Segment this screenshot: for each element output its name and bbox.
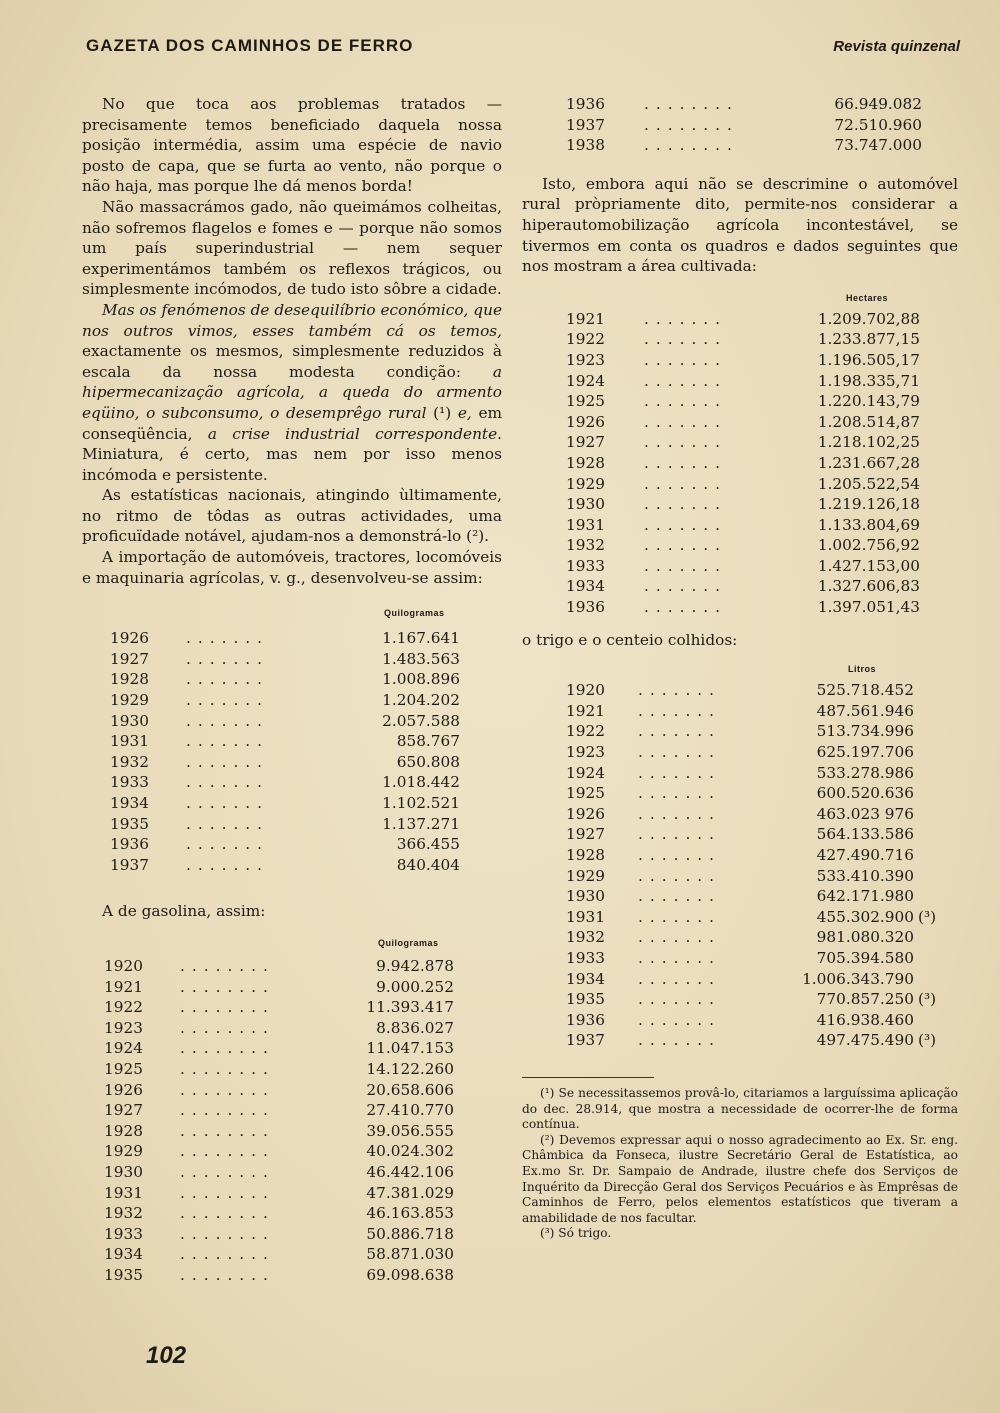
table-gasoline-imports-continued <box>522 94 958 156</box>
table-row <box>522 432 958 453</box>
year-cell: 1935 <box>104 1265 143 1284</box>
table-row <box>82 772 502 793</box>
page-number: 102 <box>146 1342 187 1369</box>
leader-dots: ....... <box>644 598 728 617</box>
leader-dots: ....... <box>638 743 722 762</box>
table-row <box>82 1265 502 1286</box>
leader-dots: ....... <box>638 948 722 967</box>
paragraph: o trigo e o centeio colhidos: <box>522 630 738 649</box>
value-cell: 1.218.102,25 <box>817 433 920 452</box>
value-cell: 27.410.770 <box>366 1101 454 1120</box>
leader-dots: ....... <box>186 752 270 771</box>
year-cell: 1921 <box>566 309 605 328</box>
left-column <box>82 94 502 1285</box>
leader-dots: ........ <box>180 1183 275 1202</box>
footnote-ref: (³) <box>918 990 937 1009</box>
year-cell: 1925 <box>104 1059 143 1078</box>
table-row <box>522 453 958 474</box>
table-row <box>82 956 502 977</box>
paragraph <box>82 300 502 485</box>
year-cell: 1922 <box>104 998 143 1017</box>
table-harvest <box>522 664 958 1051</box>
leader-dots: ....... <box>186 629 270 648</box>
value-cell: 366.455 <box>396 835 460 854</box>
leader-dots: ....... <box>644 577 728 596</box>
year-cell: 1928 <box>104 1121 143 1140</box>
leader-dots: ....... <box>644 371 728 390</box>
leader-dots: ....... <box>186 835 270 854</box>
table-row <box>82 1038 502 1059</box>
value-cell: 770.857.250 <box>816 990 914 1009</box>
year-cell: 1933 <box>110 773 149 792</box>
year-cell: 1937 <box>110 855 149 874</box>
year-cell: 1932 <box>566 536 605 555</box>
table-row <box>522 94 958 115</box>
text: exactamente os mesmos, simplesmente reduzidos à escala da nossa modesta condição: <box>82 342 502 381</box>
table-row <box>522 391 958 412</box>
table-unit-label: Litros <box>848 664 877 675</box>
table-row <box>522 989 958 1010</box>
table-unit-label: Quilogramas <box>384 608 445 619</box>
table-row <box>522 597 958 618</box>
year-cell: 1935 <box>566 990 605 1009</box>
value-cell: 1.008.896 <box>382 670 460 689</box>
value-cell: 1.427.153,00 <box>817 556 920 575</box>
value-cell: 47.381.029 <box>366 1183 454 1202</box>
table-row <box>82 690 502 711</box>
year-cell: 1933 <box>566 556 605 575</box>
table-row <box>522 907 958 928</box>
footnote-ref: (³) <box>918 907 937 926</box>
leader-dots: ........ <box>180 1121 275 1140</box>
footnote-ref: (¹) <box>426 403 458 422</box>
footnote: (³) Só trigo. <box>540 1226 612 1241</box>
value-cell: 8.836.027 <box>376 1018 454 1037</box>
leader-dots: ....... <box>638 784 722 803</box>
value-cell: 858.767 <box>396 732 460 751</box>
year-cell: 1926 <box>566 804 605 823</box>
value-cell: 46.163.853 <box>366 1204 454 1223</box>
paragraph: No que toca aos problemas tratados — precisamente temos beneficiado daquela nossa posição intermédia, assim uma espécie de navio posto de capa, que se furta ao vento, não porque o não haja, mas porque lhe dá menos borda! <box>82 95 502 196</box>
leader-dots: ....... <box>638 825 722 844</box>
table-row <box>522 783 958 804</box>
value-cell: 533.278.986 <box>816 763 914 782</box>
leader-dots: ....... <box>638 804 722 823</box>
year-cell: 1930 <box>110 711 149 730</box>
table-machinery-imports <box>82 608 502 875</box>
leader-dots: ........ <box>180 1080 275 1099</box>
value-cell: 487.561.946 <box>816 701 914 720</box>
leader-dots: ....... <box>644 536 728 555</box>
leader-dots: ........ <box>180 1224 275 1243</box>
leader-dots: ........ <box>180 977 275 996</box>
value-cell: 564.133.586 <box>816 825 914 844</box>
leader-dots: ....... <box>638 722 722 741</box>
year-cell: 1922 <box>566 330 605 349</box>
year-cell: 1931 <box>566 515 605 534</box>
value-cell: 40.024.302 <box>366 1142 454 1161</box>
year-cell: 1925 <box>566 784 605 803</box>
leader-dots: ....... <box>644 412 728 431</box>
table-row <box>82 1121 502 1142</box>
table-row <box>82 669 502 690</box>
year-cell: 1924 <box>566 763 605 782</box>
table-row <box>82 997 502 1018</box>
table-row <box>522 866 958 887</box>
year-cell: 1924 <box>104 1039 143 1058</box>
leader-dots: ....... <box>644 556 728 575</box>
value-cell: 625.197.706 <box>816 743 914 762</box>
table-row <box>522 329 958 350</box>
value-cell: 11.393.417 <box>366 998 454 1017</box>
leader-dots: ....... <box>644 474 728 493</box>
table-row <box>82 711 502 732</box>
value-cell: 1.018.442 <box>382 773 460 792</box>
value-cell: 1.133.804,69 <box>817 515 920 534</box>
value-cell: 650.808 <box>396 752 460 771</box>
value-cell: 497.475.490 <box>816 1031 914 1050</box>
year-cell: 1924 <box>566 371 605 390</box>
leader-dots: ........ <box>180 1018 275 1037</box>
table-row <box>82 752 502 773</box>
value-cell: 525.718.452 <box>816 681 914 700</box>
leader-dots: ........ <box>180 998 275 1017</box>
paragraph: Não massacrámos gado, não queimámos colheitas, não sofremos flagelos e fomes e — porque não somos um país superindustrial — nem sequer experimentámos também os reflexos trágicos, ou simplesmente incómodos, de tudo isto sôbre a cidade. <box>82 197 502 299</box>
table-row <box>522 515 958 536</box>
table-row <box>522 576 958 597</box>
value-cell: 1.208.514,87 <box>817 412 920 431</box>
year-cell: 1920 <box>104 956 143 975</box>
table-row <box>522 535 958 556</box>
value-cell: 1.209.702,88 <box>817 309 920 328</box>
value-cell: 1.137.271 <box>382 814 460 833</box>
year-cell: 1925 <box>566 392 605 411</box>
table-row <box>522 824 958 845</box>
paragraph: A de gasolina, assim: <box>102 902 266 921</box>
running-header-subtitle: Revista quinzenal <box>833 38 960 55</box>
year-cell: 1936 <box>566 95 605 113</box>
year-cell: 1929 <box>566 474 605 493</box>
year-cell: 1932 <box>566 928 605 947</box>
leader-dots: ....... <box>638 1031 722 1050</box>
table-row <box>522 845 958 866</box>
year-cell: 1926 <box>566 412 605 431</box>
value-cell: 69.098.638 <box>366 1265 454 1284</box>
year-cell: 1931 <box>566 907 605 926</box>
table-row <box>82 628 502 649</box>
leader-dots: ....... <box>644 350 728 369</box>
table-row <box>82 649 502 670</box>
right-column <box>522 94 958 1242</box>
leader-dots: ........ <box>644 95 739 113</box>
table-gasoline-imports <box>82 938 502 1286</box>
leader-dots: ....... <box>186 732 270 751</box>
year-cell: 1929 <box>110 691 149 710</box>
table-row <box>82 1162 502 1183</box>
table-row <box>82 1059 502 1080</box>
italic-text: e, <box>457 403 472 422</box>
year-cell: 1926 <box>104 1080 143 1099</box>
leader-dots: ....... <box>638 1010 722 1029</box>
running-header-title: GAZETA DOS CAMINHOS DE FERRO <box>86 36 414 55</box>
table-row <box>82 1141 502 1162</box>
leader-dots: ........ <box>180 956 275 975</box>
value-cell: 463.023 976 <box>816 804 914 823</box>
value-cell: 72.510.960 <box>834 115 922 134</box>
leader-dots: ........ <box>180 1059 275 1078</box>
value-cell: 416.938.460 <box>816 1010 914 1029</box>
table-row <box>522 680 958 701</box>
leader-dots: ........ <box>180 1204 275 1223</box>
year-cell: 1928 <box>566 453 605 472</box>
leader-dots: ....... <box>644 433 728 452</box>
table-row <box>522 948 958 969</box>
value-cell: 1.102.521 <box>382 794 460 812</box>
leader-dots: ....... <box>638 969 722 988</box>
year-cell: 1933 <box>104 1224 143 1243</box>
year-cell: 1923 <box>104 1018 143 1037</box>
paragraph: A importação de automóveis, tractores, locomóveis e maquinaria agrícolas, v. g., desenvolveu-se assim: <box>82 548 502 587</box>
table-row <box>522 886 958 907</box>
table-row <box>522 474 958 495</box>
table-row <box>82 814 502 835</box>
leader-dots: ........ <box>180 1162 275 1181</box>
leader-dots: ........ <box>180 1101 275 1120</box>
table-row <box>522 556 958 577</box>
value-cell: 1.483.563 <box>382 649 460 668</box>
value-cell: 705.394.580 <box>816 948 914 967</box>
year-cell: 1927 <box>110 649 149 668</box>
table-row <box>522 135 958 156</box>
value-cell: 600.520.636 <box>816 784 914 803</box>
value-cell: 9.942.878 <box>376 956 454 975</box>
year-cell: 1930 <box>566 495 605 514</box>
footnote-divider <box>522 1077 654 1078</box>
footnote: (¹) Se necessitassemos provâ-lo, citariamos a larguíssima aplicação do dec. 28.914, que mostra a necessidade de ocorrer-lhe de forma contínua. <box>522 1085 958 1132</box>
leader-dots: ........ <box>644 136 739 155</box>
year-cell: 1923 <box>566 350 605 369</box>
year-cell: 1927 <box>566 825 605 844</box>
italic-text: a hipermecanização agrícola, a queda do armento eqüino, o subconsumo, o desemprêgo rural <box>82 362 502 422</box>
year-cell: 1937 <box>566 115 605 134</box>
table-row <box>82 1080 502 1101</box>
value-cell: 66.949.082 <box>834 95 922 113</box>
leader-dots: ....... <box>186 773 270 792</box>
text: Miniatura, é certo, mas nem por isso menos incómoda e persistente. <box>82 445 502 484</box>
year-cell: 1936 <box>566 598 605 617</box>
year-cell: 1921 <box>104 977 143 996</box>
leader-dots: ....... <box>186 855 270 874</box>
value-cell: 513.734.996 <box>816 722 914 741</box>
leader-dots: ....... <box>644 495 728 514</box>
table-row <box>522 721 958 742</box>
value-cell: 2.057.588 <box>382 711 460 730</box>
leader-dots: ....... <box>638 887 722 906</box>
footnote: (²) Devemos expressar aqui o nosso agradecimento ao Ex. Sr. eng. Châmbica da Fonseca, ilustre Secretário Geral de Estatística, ao Ex.mo Sr. Dr. Sampaio de Andrade, ilustre chefe dos Serviços de Inquérito da Direcção Geral dos Serviços Pecuários e às Emprêsas de Caminhos de Ferro, pelos elementos estatísticos que tiveram a amabilidade de nos facultar. <box>522 1132 958 1225</box>
table-row <box>522 1030 958 1051</box>
value-cell: 1.167.641 <box>382 629 460 648</box>
year-cell: 1931 <box>104 1183 143 1202</box>
year-cell: 1937 <box>566 1031 605 1050</box>
year-cell: 1926 <box>110 629 149 648</box>
year-cell: 1927 <box>566 433 605 452</box>
year-cell: 1933 <box>566 948 605 967</box>
year-cell: 1935 <box>110 814 149 833</box>
paragraph: As estatísticas nacionais, atingindo ùltimamente, no ritmo de tôdas as outras actividades, uma proficuïdade notável, ajudam-nos a demonstrá-lo (²). <box>82 486 502 546</box>
year-cell: 1930 <box>104 1162 143 1181</box>
table-row <box>522 701 958 722</box>
value-cell: 46.442.106 <box>366 1162 454 1181</box>
leader-dots: ........ <box>180 1245 275 1264</box>
value-cell: 642.171.980 <box>816 887 914 906</box>
year-cell: 1928 <box>566 846 605 864</box>
leader-dots: ........ <box>644 115 739 134</box>
value-cell: 1.205.522,54 <box>817 474 920 493</box>
value-cell: 427.490.716 <box>816 846 914 864</box>
leader-dots: ....... <box>638 763 722 782</box>
value-cell: 1.231.667,28 <box>817 453 920 472</box>
leader-dots: ....... <box>186 814 270 833</box>
table-row <box>82 1100 502 1121</box>
table-row <box>522 115 958 136</box>
paragraph: Isto, embora aqui não se descrimine o automóvel rural pròpriamente dito, permite-nos considerar a hiperautomobilização agrícola incontestável, se tivermos em conta os quadros e dados seguintes que nos mostram a área cultivada: <box>522 174 958 276</box>
year-cell: 1936 <box>110 835 149 854</box>
leader-dots: ....... <box>638 701 722 720</box>
year-cell: 1929 <box>104 1142 143 1161</box>
value-cell: 981.080.320 <box>816 928 914 947</box>
table-unit-label: Quilogramas <box>378 937 439 948</box>
value-cell: 1.006.343.790 <box>802 969 914 988</box>
value-cell: 1.397.051,43 <box>817 598 920 617</box>
leader-dots: ....... <box>644 330 728 349</box>
table-row <box>82 1244 502 1265</box>
leader-dots: ....... <box>186 649 270 668</box>
table-row <box>82 1183 502 1204</box>
leader-dots: ........ <box>180 1142 275 1161</box>
table-row <box>522 309 958 330</box>
table-cultivated-area <box>522 293 958 618</box>
year-cell: 1934 <box>566 969 605 988</box>
year-cell: 1930 <box>566 887 605 906</box>
leader-dots: ....... <box>638 990 722 1009</box>
value-cell: 1.002.756,92 <box>817 536 920 555</box>
table-row <box>82 793 502 814</box>
italic-text: a crise industrial correspondente. <box>207 424 502 443</box>
table-row <box>82 834 502 855</box>
leader-dots: ....... <box>644 453 728 472</box>
table-unit-label: Hectares <box>846 292 889 303</box>
value-cell: 1.220.143,79 <box>817 392 920 411</box>
leader-dots: ....... <box>638 928 722 947</box>
table-row <box>522 412 958 433</box>
table-row <box>522 763 958 784</box>
value-cell: 20.658.606 <box>366 1080 454 1099</box>
year-cell: 1932 <box>104 1204 143 1223</box>
year-cell: 1928 <box>110 670 149 689</box>
table-row <box>82 1018 502 1039</box>
leader-dots: ....... <box>644 309 728 328</box>
leader-dots: ....... <box>186 711 270 730</box>
year-cell: 1923 <box>566 743 605 762</box>
leader-dots: ....... <box>644 392 728 411</box>
table-row <box>522 927 958 948</box>
leader-dots: ....... <box>638 866 722 885</box>
table-row <box>82 977 502 998</box>
table-row <box>82 1203 502 1224</box>
value-cell: 14.122.260 <box>366 1059 454 1078</box>
leader-dots: ........ <box>180 1039 275 1058</box>
leader-dots: ....... <box>186 794 270 812</box>
year-cell: 1927 <box>104 1101 143 1120</box>
leader-dots: ....... <box>638 846 722 864</box>
year-cell: 1936 <box>566 1010 605 1029</box>
footnote-ref: (³) <box>918 1031 937 1050</box>
table-row <box>82 731 502 752</box>
leader-dots: ....... <box>186 691 270 710</box>
table-row <box>82 855 502 876</box>
leader-dots: ....... <box>644 515 728 534</box>
table-row <box>82 1224 502 1245</box>
year-cell: 1922 <box>566 722 605 741</box>
table-row <box>522 371 958 392</box>
year-cell: 1934 <box>566 577 605 596</box>
year-cell: 1929 <box>566 866 605 885</box>
year-cell: 1938 <box>566 136 605 155</box>
year-cell: 1932 <box>110 752 149 771</box>
value-cell: 1.204.202 <box>382 691 460 710</box>
leader-dots: ....... <box>638 907 722 926</box>
leader-dots: ........ <box>180 1265 275 1284</box>
value-cell: 1.198.335,71 <box>817 371 920 390</box>
table-row <box>522 742 958 763</box>
leader-dots: ....... <box>638 681 722 700</box>
value-cell: 455.302.900 <box>816 907 914 926</box>
value-cell: 840.404 <box>396 855 460 874</box>
table-row <box>522 1010 958 1031</box>
value-cell: 1.327.606,83 <box>817 577 920 596</box>
value-cell: 73.747.000 <box>834 136 922 155</box>
value-cell: 1.219.126,18 <box>817 495 920 514</box>
year-cell: 1921 <box>566 701 605 720</box>
italic-text: Mas os fenómenos de desequilíbrio económico, que nos outros vimos, esses também cá os temos, <box>82 300 502 340</box>
table-row <box>522 804 958 825</box>
table-row <box>522 969 958 990</box>
year-cell: 1920 <box>566 681 605 700</box>
year-cell: 1934 <box>104 1245 143 1264</box>
value-cell: 533.410.390 <box>816 866 914 885</box>
value-cell: 1.233.877,15 <box>817 330 920 349</box>
year-cell: 1931 <box>110 732 149 751</box>
table-row <box>522 494 958 515</box>
value-cell: 39.056.555 <box>366 1121 454 1140</box>
value-cell: 1.196.505,17 <box>817 350 920 369</box>
text: em conseqüência, <box>82 403 503 443</box>
year-cell: 1934 <box>110 794 149 812</box>
value-cell: 11.047.153 <box>366 1039 454 1058</box>
value-cell: 9.000.252 <box>376 977 454 996</box>
leader-dots: ....... <box>186 670 270 689</box>
value-cell: 58.871.030 <box>366 1245 454 1264</box>
table-row <box>522 350 958 371</box>
value-cell: 50.886.718 <box>366 1224 454 1243</box>
